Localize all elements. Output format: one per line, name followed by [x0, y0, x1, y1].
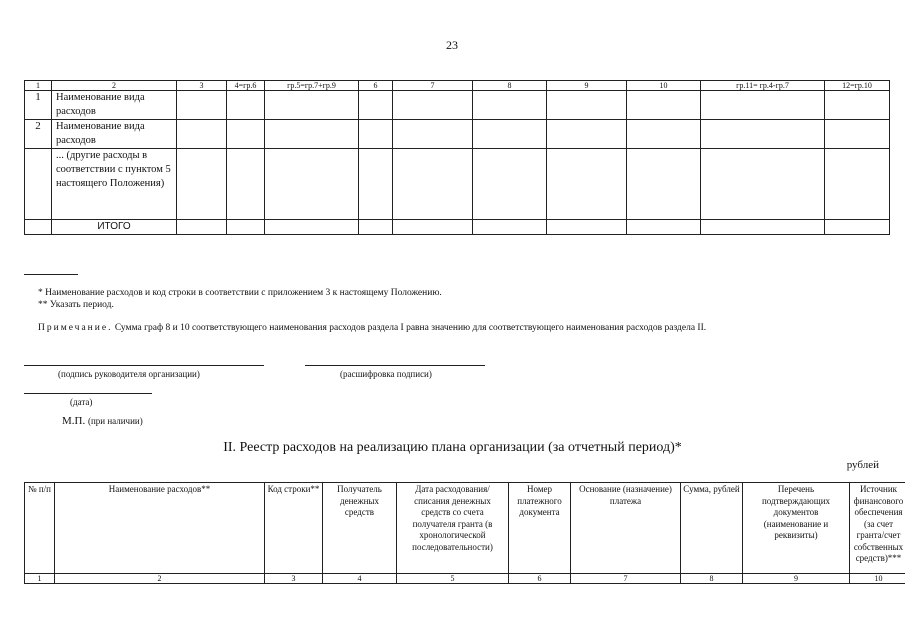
column-number: 6 [359, 81, 393, 91]
head-signature-caption: (подпись руководителя организации) [58, 369, 200, 379]
column-number: 1 [25, 574, 55, 584]
row-number: 1 [25, 91, 52, 120]
column-number: 3 [177, 81, 227, 91]
total-row [25, 220, 890, 235]
column-number: 12=гр.10 [825, 81, 890, 91]
expenses-table [24, 80, 890, 235]
column-header: Номер платежного документа [509, 483, 571, 574]
column-number-row [25, 81, 890, 91]
column-header: Код строки** [265, 483, 323, 574]
column-number: 7 [393, 81, 473, 91]
remark-text: Сумма граф 8 и 10 соответствующего наименования расходов раздела I равна значению для соответствующего наименования расходов раздела II. [114, 323, 707, 333]
expense-name-cell: Наименование вида расходов [52, 91, 177, 120]
column-number: 2 [55, 574, 265, 584]
date-line [24, 393, 152, 394]
column-header: № п/п [25, 483, 55, 574]
column-number: 4=гр.6 [227, 81, 265, 91]
stamp-label: М.П. [62, 415, 86, 427]
column-header: Перечень подтверждающих документов (наименование и реквизиты) [743, 483, 850, 574]
remark-label: Примечание. [38, 323, 113, 333]
footnote-1: * Наименование расходов и код строки в соответствии с приложением 3 к настоящему Положению. [38, 288, 442, 298]
column-header: Источник финансового обеспечения (за счет гранта/счет собственных средств)*** [850, 483, 905, 574]
expense-name-cell: Наименование вида расходов [52, 120, 177, 149]
footnote-2: ** Указать период. [38, 300, 114, 310]
section-title: II. Реестр расходов на реализацию плана организации (за отчетный период)* [223, 440, 682, 455]
column-number-row [25, 574, 905, 584]
column-number: 7 [571, 574, 681, 584]
column-header: Сумма, рублей [681, 483, 743, 574]
stamp-note: (при наличии) [87, 416, 143, 426]
footnote-separator [24, 274, 78, 275]
column-header: Дата расходования/ списания денежных средств со счета получателя гранта (в хронологической последовательности) [397, 483, 509, 574]
stamp-placeholder [62, 415, 143, 427]
column-number: 2 [52, 81, 177, 91]
decoding-caption: (расшифровка подписи) [340, 369, 432, 379]
units-label: рублей [846, 459, 879, 471]
column-number: 8 [681, 574, 743, 584]
column-header: Наименование расходов** [55, 483, 265, 574]
decoding-line [305, 365, 485, 366]
header-row [25, 483, 905, 574]
column-number: 6 [509, 574, 571, 584]
row-number: 2 [25, 120, 52, 149]
column-number: 9 [743, 574, 850, 584]
page-number: 23 [446, 38, 458, 52]
date-caption: (дата) [70, 397, 93, 407]
table-row [25, 120, 890, 149]
column-number: 9 [547, 81, 627, 91]
expense-name-cell: ... (другие расходы в соответствии с пунктом 5 настоящего Положения) [52, 149, 177, 220]
column-number: 5 [397, 574, 509, 584]
total-label: ИТОГО [52, 220, 177, 235]
signature-line [24, 365, 264, 366]
row-number [25, 149, 52, 220]
table-row [25, 149, 890, 220]
column-number: гр.11= гр.4-гр.7 [701, 81, 825, 91]
table-row [25, 91, 890, 120]
column-number: 4 [323, 574, 397, 584]
column-number: гр.5=гр.7+гр.9 [265, 81, 359, 91]
remark [38, 322, 706, 334]
column-header: Основание (назначение) платежа [571, 483, 681, 574]
expense-register-table [24, 482, 905, 584]
column-number: 10 [850, 574, 905, 584]
column-header: Получатель денежных средств [323, 483, 397, 574]
column-number: 3 [265, 574, 323, 584]
column-number: 10 [627, 81, 701, 91]
column-number: 1 [25, 81, 52, 91]
column-number: 8 [473, 81, 547, 91]
